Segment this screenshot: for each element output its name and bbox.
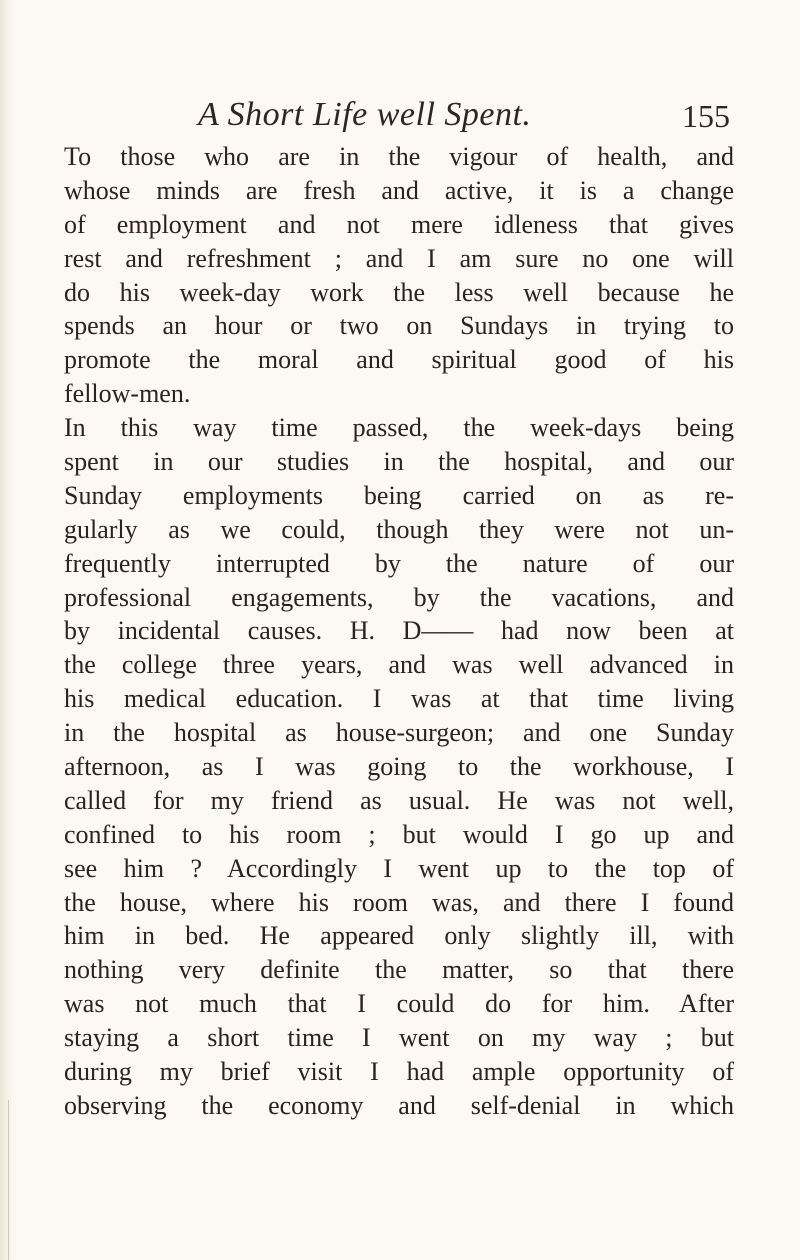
text-line: called for my friend as usual. He was not well, bbox=[64, 785, 734, 815]
text-line: of employment and not mere idleness that gives bbox=[64, 209, 734, 239]
running-title: A Short Life well Spent. bbox=[198, 96, 532, 133]
text-line: To those who are in the vigour of health, and bbox=[64, 142, 734, 171]
text-line: his medical education. I was at that time living bbox=[64, 684, 734, 714]
text-line: do his week-day work the less well because he bbox=[64, 277, 734, 307]
text-line: fellow-men. bbox=[64, 379, 191, 409]
text-line: in the hospital as house-surgeon; and one Sunday bbox=[64, 718, 734, 748]
text-line: the college three years, and was well advanced in bbox=[64, 650, 734, 680]
text-line: staying a short time I went on my way ; but bbox=[64, 1023, 734, 1053]
text-line: him in bed. He appeared only slightly ill, with bbox=[64, 921, 734, 951]
text-line: nothing very definite the matter, so that there bbox=[64, 955, 734, 985]
text-line: gularly as we could, though they were not un- bbox=[64, 514, 734, 544]
text-line: whose minds are fresh and active, it is a change bbox=[64, 175, 734, 205]
binding-edge-line bbox=[8, 1100, 9, 1260]
text-line: spent in our studies in the hospital, and our bbox=[64, 447, 734, 477]
page-header bbox=[0, 96, 800, 146]
text-line: during my brief visit I had ample opportunity of bbox=[64, 1057, 734, 1087]
text-line: professional engagements, by the vacations, and bbox=[64, 582, 734, 612]
page-number: 155 bbox=[682, 98, 730, 134]
text-line: confined to his room ; but would I go up and bbox=[64, 819, 734, 849]
text-line: afternoon, as I was going to the workhouse, I bbox=[64, 752, 734, 782]
text-line: promote the moral and spiritual good of his bbox=[64, 345, 734, 375]
text-line: spends an hour or two on Sundays in trying to bbox=[64, 311, 734, 341]
text-line: Sunday employments being carried on as re- bbox=[64, 480, 734, 510]
text-line: frequently interrupted by the nature of our bbox=[64, 548, 734, 578]
text-line: observing the economy and self-denial in which bbox=[64, 1090, 734, 1120]
page-gutter-shadow bbox=[0, 0, 14, 1260]
text-line: the house, where his room was, and there I found bbox=[64, 887, 734, 917]
text-line: In this way time passed, the week-days being bbox=[64, 413, 734, 443]
body-text bbox=[64, 140, 734, 1123]
text-line: by incidental causes. H. D—— had now been at bbox=[64, 616, 734, 646]
text-line: see him ? Accordingly I went up to the top of bbox=[64, 853, 734, 883]
text-line: rest and refreshment ; and I am sure no one will bbox=[64, 243, 734, 273]
text-line: was not much that I could do for him. After bbox=[64, 989, 734, 1019]
